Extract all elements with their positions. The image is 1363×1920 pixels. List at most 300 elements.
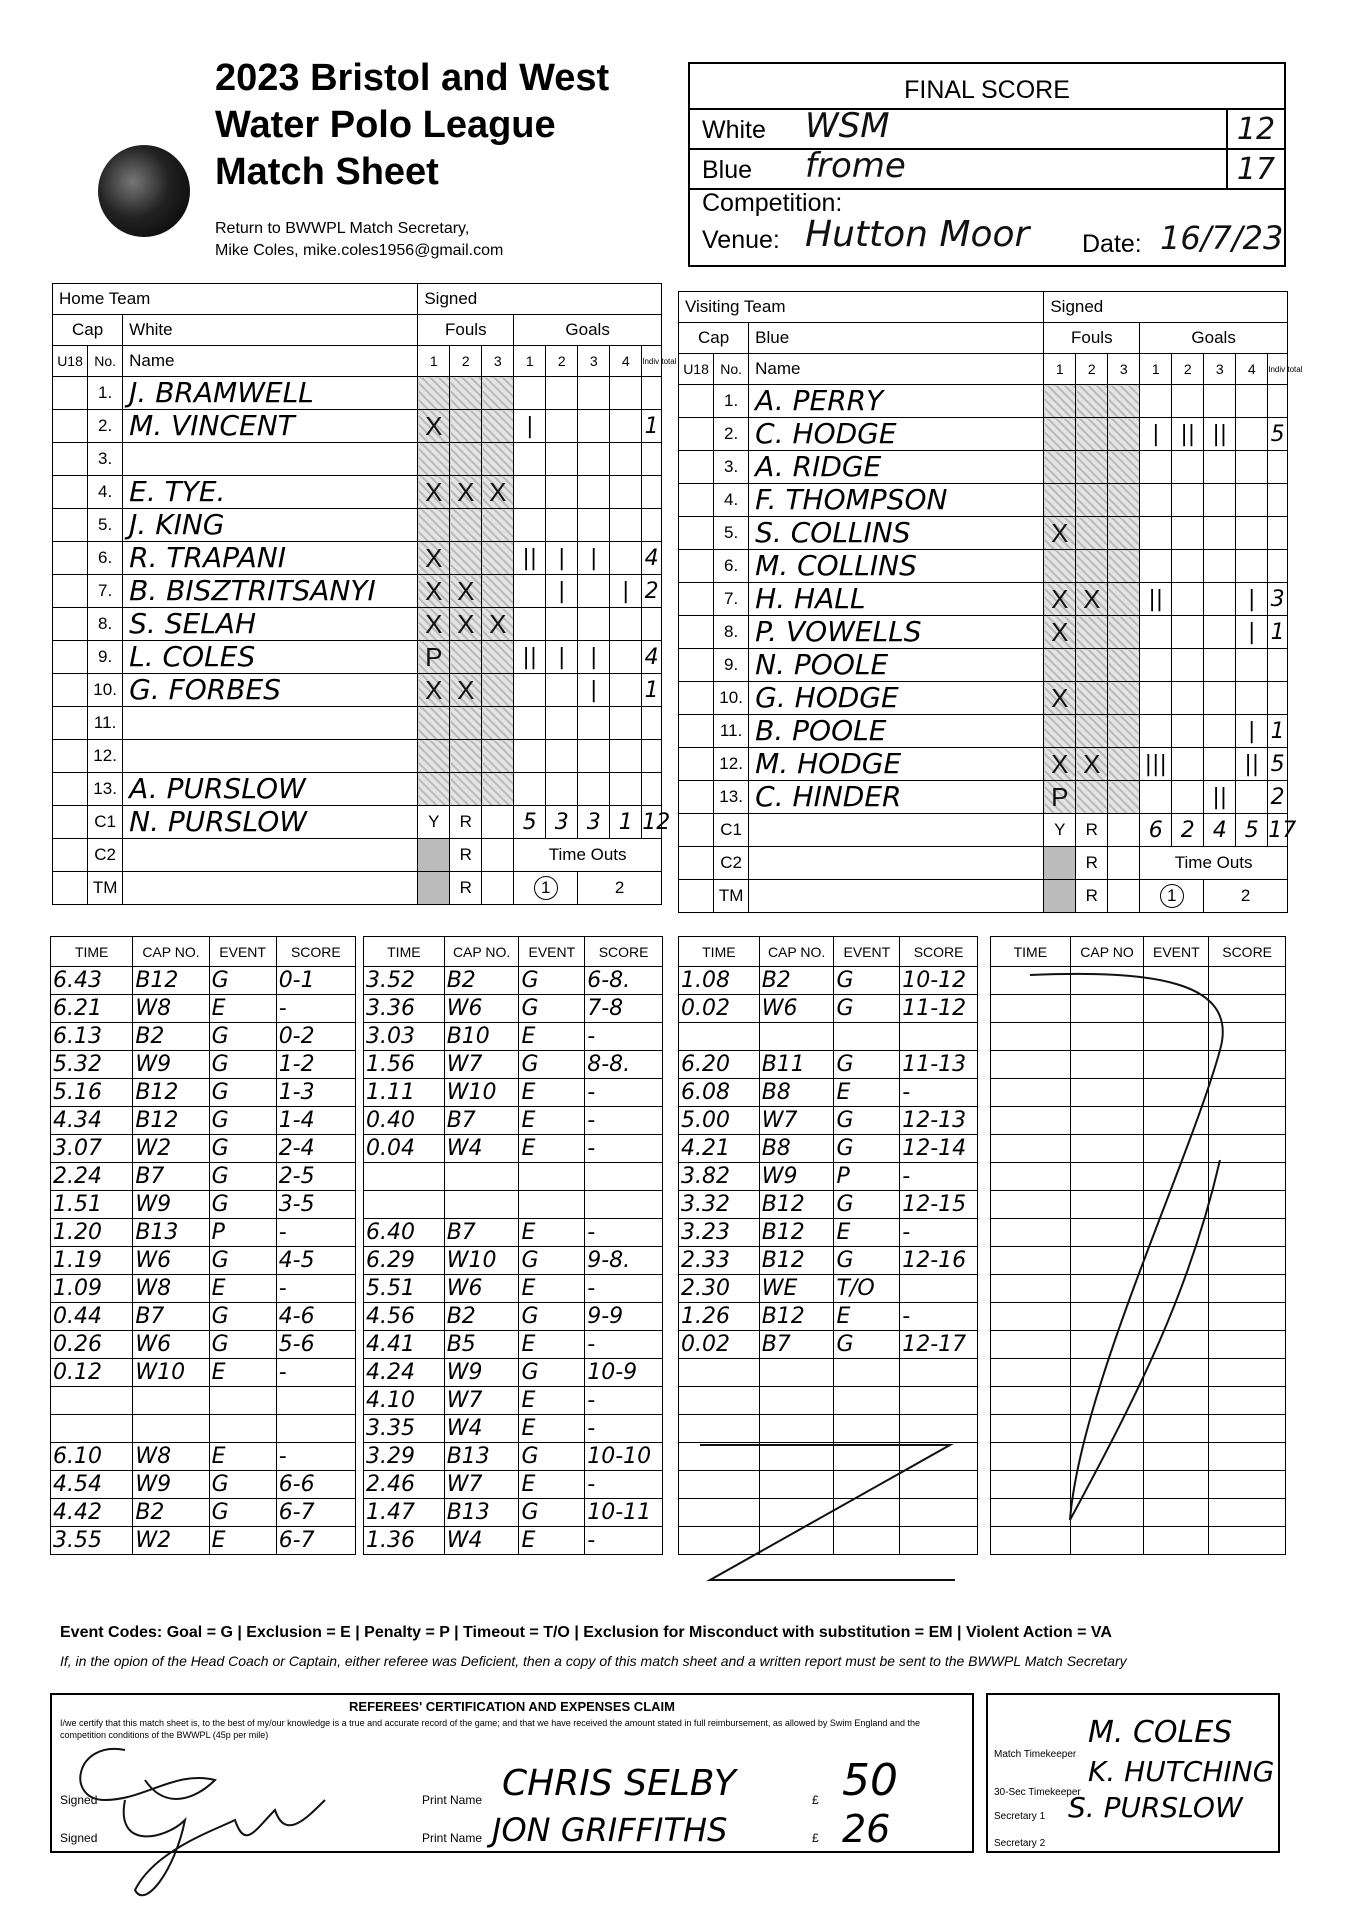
goal-cell[interactable] bbox=[1140, 517, 1172, 550]
goal-cell[interactable] bbox=[1140, 715, 1172, 748]
log-cell[interactable]: E bbox=[519, 1471, 585, 1499]
log-cell[interactable] bbox=[759, 1359, 834, 1387]
foul-cell[interactable]: X bbox=[450, 608, 482, 641]
goal-cell[interactable] bbox=[1140, 781, 1172, 814]
log-cell[interactable]: G bbox=[834, 1247, 900, 1275]
foul-cell[interactable]: X bbox=[1044, 517, 1076, 550]
goal-cell[interactable]: || bbox=[514, 641, 546, 674]
player-name[interactable]: M. HODGE bbox=[749, 748, 1044, 781]
log-cell[interactable]: B8 bbox=[759, 1135, 834, 1163]
log-cell[interactable]: 3.52 bbox=[364, 967, 445, 995]
log-cell[interactable] bbox=[585, 1191, 663, 1219]
log-cell[interactable]: 5.32 bbox=[51, 1051, 133, 1079]
goal-cell[interactable] bbox=[610, 476, 642, 509]
log-cell[interactable]: G bbox=[519, 1443, 585, 1471]
log-cell[interactable]: 6-7 bbox=[276, 1527, 355, 1555]
log-cell[interactable]: 6.21 bbox=[51, 995, 133, 1023]
goal-cell[interactable] bbox=[1140, 682, 1172, 715]
goal-cell[interactable] bbox=[1140, 385, 1172, 418]
log-cell[interactable]: E bbox=[519, 1107, 585, 1135]
goal-cell[interactable] bbox=[546, 608, 578, 641]
log-cell[interactable]: 3.82 bbox=[679, 1163, 760, 1191]
goal-cell[interactable] bbox=[578, 476, 610, 509]
log-cell[interactable]: 12-15 bbox=[900, 1191, 978, 1219]
foul-cell[interactable] bbox=[1076, 418, 1108, 451]
goal-cell[interactable] bbox=[1172, 517, 1204, 550]
log-cell[interactable]: T/O bbox=[834, 1275, 900, 1303]
log-cell[interactable]: E bbox=[834, 1079, 900, 1107]
log-cell[interactable]: - bbox=[585, 1219, 663, 1247]
player-name[interactable]: N. POOLE bbox=[749, 649, 1044, 682]
goal-cell[interactable] bbox=[1204, 451, 1236, 484]
foul-cell[interactable] bbox=[1108, 682, 1140, 715]
log-cell[interactable]: G bbox=[209, 1051, 276, 1079]
goal-cell[interactable] bbox=[1172, 682, 1204, 715]
goal-cell[interactable]: | bbox=[546, 542, 578, 575]
log-cell[interactable]: G bbox=[834, 967, 900, 995]
foul-cell[interactable] bbox=[1076, 715, 1108, 748]
log-cell[interactable] bbox=[900, 1415, 978, 1443]
log-cell[interactable]: - bbox=[276, 1275, 355, 1303]
player-name[interactable]: F. THOMPSON bbox=[749, 484, 1044, 517]
goal-cell[interactable] bbox=[610, 740, 642, 773]
log-cell[interactable]: G bbox=[519, 995, 585, 1023]
log-cell[interactable]: 3.32 bbox=[679, 1191, 760, 1219]
goal-cell[interactable]: 2 bbox=[1172, 814, 1204, 847]
log-cell[interactable] bbox=[209, 1387, 276, 1415]
log-cell[interactable]: B7 bbox=[444, 1107, 519, 1135]
goal-cell[interactable] bbox=[1172, 550, 1204, 583]
goal-cell[interactable] bbox=[514, 476, 546, 509]
player-name[interactable]: B. POOLE bbox=[749, 715, 1044, 748]
log-cell[interactable]: - bbox=[585, 1527, 663, 1555]
log-cell[interactable] bbox=[364, 1163, 445, 1191]
log-cell[interactable]: B7 bbox=[133, 1303, 209, 1331]
log-cell[interactable]: 4.24 bbox=[364, 1359, 445, 1387]
log-cell[interactable]: - bbox=[900, 1219, 978, 1247]
log-cell[interactable]: 12-13 bbox=[900, 1107, 978, 1135]
log-cell[interactable]: W4 bbox=[444, 1527, 519, 1555]
log-cell[interactable]: 0.40 bbox=[364, 1107, 445, 1135]
goal-cell[interactable]: 6 bbox=[1140, 814, 1172, 847]
player-name[interactable]: E. TYE. bbox=[123, 476, 418, 509]
foul-cell[interactable] bbox=[1076, 517, 1108, 550]
log-cell[interactable]: G bbox=[519, 1499, 585, 1527]
log-cell[interactable]: 1.19 bbox=[51, 1247, 133, 1275]
log-cell[interactable]: G bbox=[209, 967, 276, 995]
log-cell[interactable]: 11-12 bbox=[900, 995, 978, 1023]
goal-cell[interactable] bbox=[1236, 418, 1268, 451]
log-cell[interactable]: 10-10 bbox=[585, 1443, 663, 1471]
goal-cell[interactable] bbox=[1204, 385, 1236, 418]
foul-cell[interactable]: X bbox=[1076, 583, 1108, 616]
log-cell[interactable]: B13 bbox=[444, 1443, 519, 1471]
goal-cell[interactable] bbox=[578, 773, 610, 806]
goal-cell[interactable]: || bbox=[1172, 418, 1204, 451]
log-cell[interactable]: 1.08 bbox=[679, 967, 760, 995]
log-cell[interactable]: E bbox=[519, 1275, 585, 1303]
foul-cell[interactable]: R bbox=[1076, 814, 1108, 847]
foul-cell[interactable]: P bbox=[418, 641, 450, 674]
foul-cell[interactable] bbox=[418, 740, 450, 773]
log-cell[interactable]: G bbox=[519, 1051, 585, 1079]
goal-cell[interactable] bbox=[1140, 550, 1172, 583]
foul-cell[interactable] bbox=[1108, 814, 1140, 847]
player-name[interactable] bbox=[123, 707, 418, 740]
log-cell[interactable]: E bbox=[519, 1023, 585, 1051]
log-cell[interactable]: 1.56 bbox=[364, 1051, 445, 1079]
goal-cell[interactable] bbox=[1204, 550, 1236, 583]
foul-cell[interactable] bbox=[1108, 748, 1140, 781]
log-cell[interactable] bbox=[519, 1163, 585, 1191]
player-name[interactable]: G. FORBES bbox=[123, 674, 418, 707]
goal-cell[interactable] bbox=[1172, 748, 1204, 781]
player-name[interactable]: A. RIDGE bbox=[749, 451, 1044, 484]
log-cell[interactable] bbox=[209, 1415, 276, 1443]
goal-cell[interactable] bbox=[1140, 451, 1172, 484]
goal-cell[interactable] bbox=[1172, 781, 1204, 814]
foul-cell[interactable]: X bbox=[450, 575, 482, 608]
log-cell[interactable] bbox=[51, 1415, 133, 1443]
goal-cell[interactable] bbox=[1204, 682, 1236, 715]
foul-cell[interactable] bbox=[1044, 484, 1076, 517]
log-cell[interactable]: 4.54 bbox=[51, 1471, 133, 1499]
goal-cell[interactable] bbox=[546, 740, 578, 773]
player-name[interactable]: A. PERRY bbox=[749, 385, 1044, 418]
log-cell[interactable]: 6.08 bbox=[679, 1079, 760, 1107]
player-name[interactable]: N. PURSLOW bbox=[123, 806, 418, 839]
log-cell[interactable] bbox=[900, 1359, 978, 1387]
log-cell[interactable]: 4.41 bbox=[364, 1331, 445, 1359]
goal-cell[interactable]: 5 bbox=[514, 806, 546, 839]
log-cell[interactable]: G bbox=[834, 1191, 900, 1219]
timeout-2[interactable]: 2 bbox=[1204, 880, 1288, 913]
log-cell[interactable]: B2 bbox=[133, 1023, 209, 1051]
log-cell[interactable]: G bbox=[519, 967, 585, 995]
log-cell[interactable]: 4.21 bbox=[679, 1135, 760, 1163]
log-cell[interactable]: W6 bbox=[133, 1247, 209, 1275]
log-cell[interactable]: W9 bbox=[133, 1191, 209, 1219]
log-cell[interactable] bbox=[900, 1275, 978, 1303]
log-cell[interactable] bbox=[834, 1415, 900, 1443]
log-cell[interactable]: 1.09 bbox=[51, 1275, 133, 1303]
log-cell[interactable] bbox=[900, 1387, 978, 1415]
goal-cell[interactable] bbox=[1236, 550, 1268, 583]
log-cell[interactable]: G bbox=[209, 1499, 276, 1527]
goal-cell[interactable] bbox=[1236, 649, 1268, 682]
log-cell[interactable]: 3.07 bbox=[51, 1135, 133, 1163]
log-cell[interactable]: 12-16 bbox=[900, 1247, 978, 1275]
log-cell[interactable]: 1.20 bbox=[51, 1219, 133, 1247]
goal-cell[interactable] bbox=[1172, 649, 1204, 682]
log-cell[interactable]: 2.30 bbox=[679, 1275, 760, 1303]
goal-cell[interactable] bbox=[1172, 484, 1204, 517]
log-cell[interactable]: 0-2 bbox=[276, 1023, 355, 1051]
log-cell[interactable]: 0.02 bbox=[679, 1331, 760, 1359]
log-cell[interactable]: G bbox=[834, 1331, 900, 1359]
log-cell[interactable]: G bbox=[209, 1191, 276, 1219]
log-cell[interactable]: W9 bbox=[133, 1471, 209, 1499]
goal-cell[interactable] bbox=[546, 707, 578, 740]
log-cell[interactable]: 11-13 bbox=[900, 1051, 978, 1079]
log-cell[interactable]: W7 bbox=[444, 1051, 519, 1079]
log-cell[interactable]: B10 bbox=[444, 1023, 519, 1051]
foul-cell[interactable]: X bbox=[482, 476, 514, 509]
log-cell[interactable]: G bbox=[519, 1303, 585, 1331]
foul-cell[interactable] bbox=[1044, 451, 1076, 484]
log-cell[interactable]: - bbox=[900, 1163, 978, 1191]
foul-cell[interactable] bbox=[1044, 550, 1076, 583]
log-cell[interactable]: 5.51 bbox=[364, 1275, 445, 1303]
player-name[interactable]: H. HALL bbox=[749, 583, 1044, 616]
goal-cell[interactable] bbox=[1236, 682, 1268, 715]
foul-cell[interactable] bbox=[1076, 484, 1108, 517]
foul-cell[interactable]: X bbox=[418, 575, 450, 608]
goal-cell[interactable]: | bbox=[1140, 418, 1172, 451]
player-name[interactable] bbox=[749, 814, 1044, 847]
log-cell[interactable]: 6.29 bbox=[364, 1247, 445, 1275]
player-name[interactable] bbox=[123, 740, 418, 773]
goal-cell[interactable]: 1 bbox=[610, 806, 642, 839]
log-cell[interactable] bbox=[900, 1023, 978, 1051]
foul-cell[interactable] bbox=[482, 707, 514, 740]
goal-cell[interactable] bbox=[514, 608, 546, 641]
foul-cell[interactable] bbox=[418, 377, 450, 410]
log-cell[interactable]: 0-1 bbox=[276, 967, 355, 995]
log-cell[interactable]: 3.29 bbox=[364, 1443, 445, 1471]
log-cell[interactable]: 10-11 bbox=[585, 1499, 663, 1527]
log-cell[interactable]: 7-8 bbox=[585, 995, 663, 1023]
goal-cell[interactable] bbox=[546, 410, 578, 443]
log-cell[interactable]: 4.42 bbox=[51, 1499, 133, 1527]
player-name[interactable]: M. VINCENT bbox=[123, 410, 418, 443]
log-cell[interactable]: 0.04 bbox=[364, 1135, 445, 1163]
foul-cell[interactable]: X bbox=[1044, 682, 1076, 715]
log-cell[interactable]: - bbox=[276, 995, 355, 1023]
foul-cell[interactable] bbox=[450, 740, 482, 773]
log-cell[interactable] bbox=[759, 1387, 834, 1415]
goal-cell[interactable] bbox=[578, 707, 610, 740]
foul-cell[interactable] bbox=[418, 773, 450, 806]
timeout-2[interactable]: 2 bbox=[578, 872, 662, 905]
log-cell[interactable]: E bbox=[209, 1527, 276, 1555]
log-cell[interactable]: - bbox=[585, 1331, 663, 1359]
goal-cell[interactable]: | bbox=[578, 674, 610, 707]
log-cell[interactable]: W7 bbox=[444, 1387, 519, 1415]
player-name[interactable]: J. BRAMWELL bbox=[123, 377, 418, 410]
log-cell[interactable] bbox=[679, 1415, 760, 1443]
log-cell[interactable]: 6-6 bbox=[276, 1471, 355, 1499]
player-name[interactable]: R. TRAPANI bbox=[123, 542, 418, 575]
log-cell[interactable]: G bbox=[834, 995, 900, 1023]
log-cell[interactable]: W6 bbox=[444, 1275, 519, 1303]
goal-cell[interactable] bbox=[1140, 484, 1172, 517]
log-cell[interactable]: 12-17 bbox=[900, 1331, 978, 1359]
log-cell[interactable]: 3-5 bbox=[276, 1191, 355, 1219]
foul-cell[interactable] bbox=[1076, 451, 1108, 484]
log-cell[interactable]: 2-5 bbox=[276, 1163, 355, 1191]
goal-cell[interactable] bbox=[1236, 451, 1268, 484]
foul-cell[interactable] bbox=[1108, 649, 1140, 682]
goal-cell[interactable] bbox=[514, 509, 546, 542]
foul-cell[interactable] bbox=[1108, 385, 1140, 418]
log-cell[interactable]: E bbox=[209, 1443, 276, 1471]
goal-cell[interactable] bbox=[1204, 484, 1236, 517]
log-cell[interactable]: G bbox=[519, 1247, 585, 1275]
foul-cell[interactable] bbox=[482, 377, 514, 410]
foul-cell[interactable] bbox=[418, 707, 450, 740]
goal-cell[interactable] bbox=[610, 443, 642, 476]
log-cell[interactable]: W6 bbox=[759, 995, 834, 1023]
log-cell[interactable]: - bbox=[276, 1443, 355, 1471]
goal-cell[interactable] bbox=[610, 641, 642, 674]
log-cell[interactable]: E bbox=[519, 1527, 585, 1555]
goal-cell[interactable] bbox=[1204, 583, 1236, 616]
log-cell[interactable]: E bbox=[209, 1275, 276, 1303]
log-cell[interactable]: - bbox=[276, 1219, 355, 1247]
log-cell[interactable]: W7 bbox=[759, 1107, 834, 1135]
log-cell[interactable]: 2.24 bbox=[51, 1163, 133, 1191]
foul-cell[interactable]: X bbox=[482, 608, 514, 641]
log-cell[interactable]: 9-9 bbox=[585, 1303, 663, 1331]
log-cell[interactable]: W9 bbox=[133, 1051, 209, 1079]
goal-cell[interactable]: | bbox=[1236, 715, 1268, 748]
goal-cell[interactable] bbox=[1236, 781, 1268, 814]
log-cell[interactable]: 2.33 bbox=[679, 1247, 760, 1275]
log-cell[interactable]: 2.46 bbox=[364, 1471, 445, 1499]
goal-cell[interactable] bbox=[546, 476, 578, 509]
goal-cell[interactable] bbox=[610, 608, 642, 641]
log-cell[interactable]: 6.10 bbox=[51, 1443, 133, 1471]
goal-cell[interactable] bbox=[1204, 517, 1236, 550]
goal-cell[interactable] bbox=[546, 509, 578, 542]
goal-cell[interactable] bbox=[1204, 616, 1236, 649]
foul-cell[interactable] bbox=[450, 410, 482, 443]
log-cell[interactable]: E bbox=[209, 1359, 276, 1387]
foul-cell[interactable] bbox=[1108, 583, 1140, 616]
log-cell[interactable]: 0.44 bbox=[51, 1303, 133, 1331]
goal-cell[interactable]: ||| bbox=[1140, 748, 1172, 781]
log-cell[interactable]: 4.34 bbox=[51, 1107, 133, 1135]
log-cell[interactable]: W2 bbox=[133, 1135, 209, 1163]
log-cell[interactable]: E bbox=[519, 1387, 585, 1415]
goal-cell[interactable] bbox=[578, 608, 610, 641]
log-cell[interactable]: W7 bbox=[444, 1471, 519, 1499]
goal-cell[interactable] bbox=[514, 377, 546, 410]
goal-cell[interactable] bbox=[610, 410, 642, 443]
foul-cell[interactable] bbox=[418, 443, 450, 476]
goal-cell[interactable] bbox=[1172, 715, 1204, 748]
log-cell[interactable]: P bbox=[209, 1219, 276, 1247]
log-cell[interactable]: B11 bbox=[759, 1051, 834, 1079]
log-cell[interactable]: B13 bbox=[444, 1499, 519, 1527]
log-cell[interactable] bbox=[679, 1359, 760, 1387]
log-cell[interactable]: B12 bbox=[759, 1191, 834, 1219]
log-cell[interactable]: 3.03 bbox=[364, 1023, 445, 1051]
log-cell[interactable]: E bbox=[209, 995, 276, 1023]
log-cell[interactable] bbox=[679, 1387, 760, 1415]
foul-cell[interactable] bbox=[482, 641, 514, 674]
foul-cell[interactable]: X bbox=[418, 410, 450, 443]
goal-cell[interactable] bbox=[1140, 616, 1172, 649]
goal-cell[interactable] bbox=[1172, 583, 1204, 616]
goal-cell[interactable]: | bbox=[1236, 616, 1268, 649]
log-cell[interactable] bbox=[834, 1023, 900, 1051]
log-cell[interactable]: - bbox=[585, 1107, 663, 1135]
foul-cell[interactable] bbox=[1076, 682, 1108, 715]
goal-cell[interactable] bbox=[1172, 616, 1204, 649]
signed-field[interactable]: Signed bbox=[418, 284, 662, 315]
log-cell[interactable]: G bbox=[209, 1247, 276, 1275]
log-cell[interactable]: W8 bbox=[133, 995, 209, 1023]
goal-cell[interactable]: | bbox=[1236, 583, 1268, 616]
log-cell[interactable]: - bbox=[585, 1387, 663, 1415]
log-cell[interactable]: 0.02 bbox=[679, 995, 760, 1023]
log-cell[interactable]: G bbox=[834, 1051, 900, 1079]
goal-cell[interactable]: | bbox=[578, 641, 610, 674]
foul-cell[interactable] bbox=[482, 740, 514, 773]
log-cell[interactable]: E bbox=[834, 1219, 900, 1247]
log-cell[interactable]: 1-4 bbox=[276, 1107, 355, 1135]
log-cell[interactable]: - bbox=[585, 1023, 663, 1051]
log-cell[interactable]: 6.13 bbox=[51, 1023, 133, 1051]
foul-cell[interactable] bbox=[1044, 715, 1076, 748]
log-cell[interactable]: 4-5 bbox=[276, 1247, 355, 1275]
log-cell[interactable]: 0.12 bbox=[51, 1359, 133, 1387]
foul-cell[interactable] bbox=[1076, 781, 1108, 814]
log-cell[interactable] bbox=[585, 1163, 663, 1191]
goal-cell[interactable] bbox=[514, 443, 546, 476]
log-cell[interactable] bbox=[364, 1191, 445, 1219]
foul-cell[interactable] bbox=[482, 806, 514, 839]
goal-cell[interactable] bbox=[1172, 385, 1204, 418]
foul-cell[interactable] bbox=[1108, 517, 1140, 550]
goal-cell[interactable] bbox=[1204, 715, 1236, 748]
log-cell[interactable]: - bbox=[900, 1079, 978, 1107]
log-cell[interactable] bbox=[444, 1163, 519, 1191]
log-cell[interactable]: B5 bbox=[444, 1331, 519, 1359]
log-cell[interactable]: 5-6 bbox=[276, 1331, 355, 1359]
log-cell[interactable]: G bbox=[209, 1079, 276, 1107]
goal-cell[interactable] bbox=[546, 377, 578, 410]
foul-cell[interactable] bbox=[450, 377, 482, 410]
log-cell[interactable]: 5.16 bbox=[51, 1079, 133, 1107]
log-cell[interactable]: B13 bbox=[133, 1219, 209, 1247]
log-cell[interactable]: B12 bbox=[133, 1079, 209, 1107]
log-cell[interactable]: 10-9 bbox=[585, 1359, 663, 1387]
log-cell[interactable]: B12 bbox=[759, 1219, 834, 1247]
log-cell[interactable]: 3.55 bbox=[51, 1527, 133, 1555]
log-cell[interactable]: G bbox=[209, 1471, 276, 1499]
foul-cell[interactable] bbox=[1044, 649, 1076, 682]
goal-cell[interactable]: || bbox=[1204, 418, 1236, 451]
log-cell[interactable] bbox=[133, 1387, 209, 1415]
log-cell[interactable]: - bbox=[276, 1359, 355, 1387]
goal-cell[interactable] bbox=[546, 443, 578, 476]
player-name[interactable]: S. SELAH bbox=[123, 608, 418, 641]
log-cell[interactable]: G bbox=[834, 1107, 900, 1135]
log-cell[interactable]: E bbox=[519, 1415, 585, 1443]
foul-cell[interactable]: Y bbox=[418, 806, 450, 839]
log-cell[interactable]: W10 bbox=[444, 1247, 519, 1275]
foul-cell[interactable]: X bbox=[1044, 583, 1076, 616]
log-cell[interactable] bbox=[276, 1415, 355, 1443]
foul-cell[interactable] bbox=[1108, 418, 1140, 451]
foul-cell[interactable] bbox=[482, 542, 514, 575]
foul-cell[interactable] bbox=[482, 674, 514, 707]
player-name[interactable]: B. BISZTRITSANYI bbox=[123, 575, 418, 608]
log-cell[interactable] bbox=[133, 1415, 209, 1443]
